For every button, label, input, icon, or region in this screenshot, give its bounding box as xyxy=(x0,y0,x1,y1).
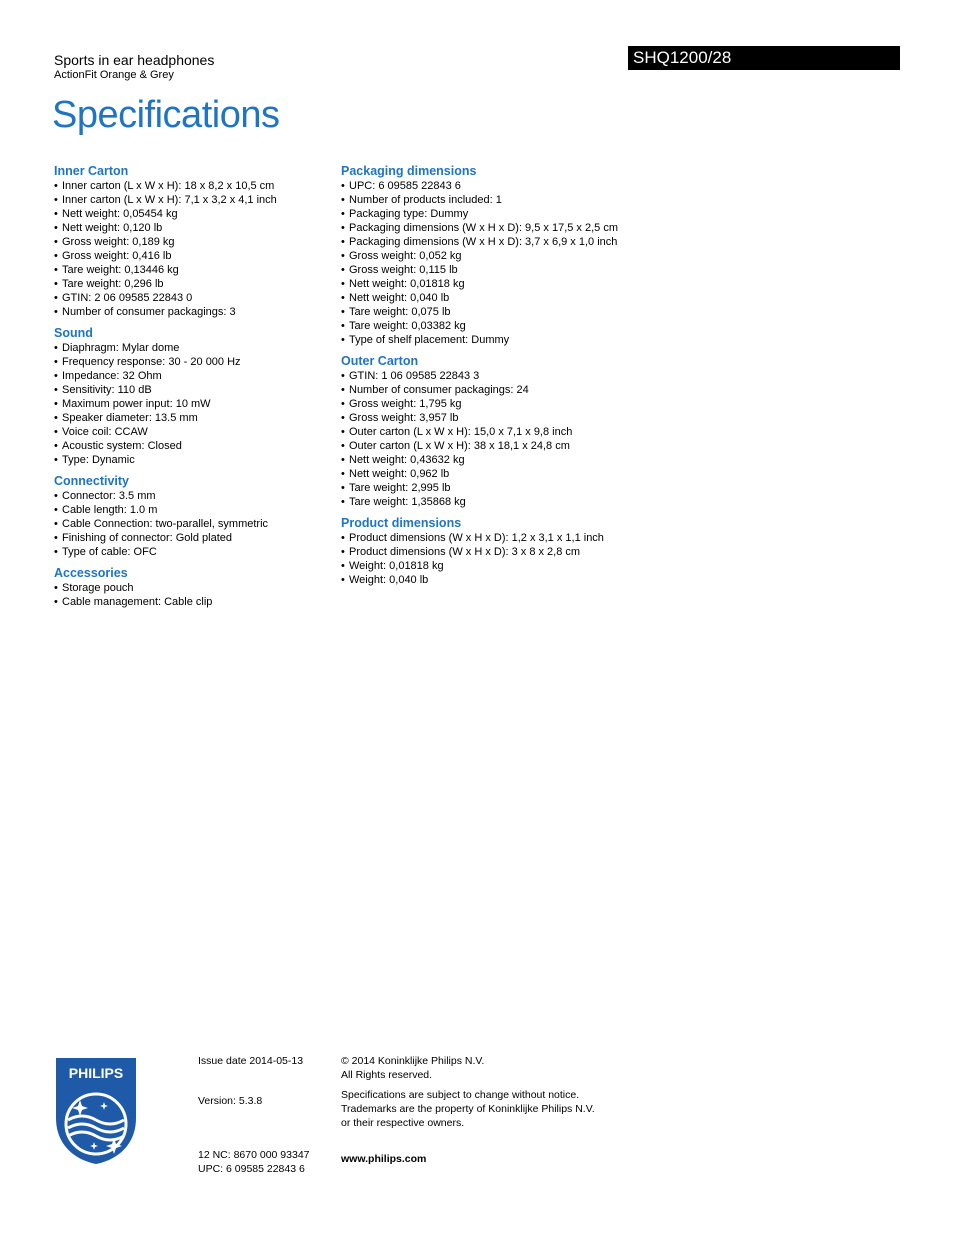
section-heading: Product dimensions xyxy=(341,516,462,530)
spec-item: • Gross weight: 0,189 kg xyxy=(54,235,334,249)
spec-section xyxy=(54,565,334,609)
spec-column-left xyxy=(54,163,334,615)
footer-upc: UPC: 6 09585 22843 6 xyxy=(198,1163,305,1175)
section-heading: Connectivity xyxy=(54,474,130,488)
spec-list xyxy=(54,489,334,559)
spec-section xyxy=(341,515,631,587)
logo-wordmark: PHILIPS xyxy=(68,1065,124,1081)
section-heading: Accessories xyxy=(54,566,128,580)
spec-item: • Connector: 3.5 mm xyxy=(54,489,334,503)
spec-list xyxy=(54,581,334,609)
spec-item: • Type of cable: OFC xyxy=(54,545,334,559)
spec-item: • Speaker diameter: 13.5 mm xyxy=(54,411,334,425)
website-link[interactable]: www.philips.com xyxy=(341,1153,427,1165)
spec-list xyxy=(341,179,631,347)
spec-item: • Number of consumer packagings: 24 xyxy=(341,383,631,397)
spec-item: • Nett weight: 0,05454 kg xyxy=(54,207,334,221)
section-heading: Packaging dimensions xyxy=(341,164,477,178)
spec-item: • Gross weight: 0,115 lb xyxy=(341,263,631,277)
footer-meta xyxy=(198,1054,328,1176)
spec-item: • Outer carton (L x W x H): 15,0 x 7,1 x 9,8 inch xyxy=(341,425,631,439)
spec-item: • Nett weight: 0,01818 kg xyxy=(341,277,631,291)
section-heading: Sound xyxy=(54,326,93,340)
spec-item: • Outer carton (L x W x H): 38 x 18,1 x 24,8 cm xyxy=(341,439,631,453)
notice-line-3: or their respective owners. xyxy=(341,1117,465,1129)
product-name: Sports in ear headphones xyxy=(54,52,215,68)
spec-item: • Impedance: 32 Ohm xyxy=(54,369,334,383)
spec-item: • Weight: 0,01818 kg xyxy=(341,559,631,573)
issue-date: Issue date 2014-05-13 xyxy=(198,1055,304,1067)
spec-item: • Weight: 0,040 lb xyxy=(341,573,631,587)
notice-line-2: Trademarks are the property of Koninklijke Philips N.V. xyxy=(341,1103,595,1115)
spec-item: • GTIN: 1 06 09585 22843 3 xyxy=(341,369,631,383)
spec-item: • Product dimensions (W x H x D): 1,2 x 3,1 x 1,1 inch xyxy=(341,531,631,545)
spec-item: • Cable management: Cable clip xyxy=(54,595,334,609)
spec-item: • Cable length: 1.0 m xyxy=(54,503,334,517)
spec-item: • Sensitivity: 110 dB xyxy=(54,383,334,397)
spec-item: • Acoustic system: Closed xyxy=(54,439,334,453)
spec-item: • Maximum power input: 10 mW xyxy=(54,397,334,411)
spec-item: • Inner carton (L x W x H): 7,1 x 3,2 x 4,1 inch xyxy=(54,193,334,207)
spec-section xyxy=(54,473,334,559)
spec-item: • Voice coil: CCAW xyxy=(54,425,334,439)
spec-list xyxy=(54,341,334,467)
spec-item: • Packaging dimensions (W x H x D): 3,7 x 6,9 x 1,0 inch xyxy=(341,235,631,249)
spec-item: • Number of consumer packagings: 3 xyxy=(54,305,334,319)
spec-item: • Finishing of connector: Gold plated xyxy=(54,531,334,545)
footer-legal xyxy=(341,1054,631,1166)
section-heading: Inner Carton xyxy=(54,164,129,178)
spec-list xyxy=(341,369,631,509)
spec-item: • Packaging type: Dummy xyxy=(341,207,631,221)
spec-item: • Gross weight: 1,795 kg xyxy=(341,397,631,411)
twelve-nc: 12 NC: 8670 000 93347 xyxy=(198,1149,310,1161)
product-variant: ActionFit Orange & Grey xyxy=(54,69,174,81)
spec-item: • Frequency response: 30 - 20 000 Hz xyxy=(54,355,334,369)
spec-item: • Cable Connection: two-parallel, symmetric xyxy=(54,517,334,531)
spec-column-right xyxy=(341,163,631,593)
spec-item: • UPC: 6 09585 22843 6 xyxy=(341,179,631,193)
spec-list xyxy=(341,531,631,587)
spec-item: • Tare weight: 2,995 lb xyxy=(341,481,631,495)
spec-section xyxy=(341,353,631,509)
spec-item: • Gross weight: 0,416 lb xyxy=(54,249,334,263)
section-heading: Outer Carton xyxy=(341,354,419,368)
spec-item: • Tare weight: 0,075 lb xyxy=(341,305,631,319)
spec-item: • Product dimensions (W x H x D): 3 x 8 x 2,8 cm xyxy=(341,545,631,559)
spec-item: • Type: Dynamic xyxy=(54,453,334,467)
spec-section xyxy=(54,163,334,319)
spec-item: • Inner carton (L x W x H): 18 x 8,2 x 10,5 cm xyxy=(54,179,334,193)
copyright-line-2: All Rights reserved. xyxy=(341,1069,433,1081)
copyright-line-1: © 2014 Koninklijke Philips N.V. xyxy=(341,1055,485,1067)
version: Version: 5.3.8 xyxy=(198,1095,263,1107)
spec-item: • Nett weight: 0,040 lb xyxy=(341,291,631,305)
notice-line-1: Specifications are subject to change without notice. xyxy=(341,1089,580,1101)
spec-item: • Tare weight: 0,296 lb xyxy=(54,277,334,291)
spec-item: • Diaphragm: Mylar dome xyxy=(54,341,334,355)
spec-item: • Storage pouch xyxy=(54,581,334,595)
spec-item: • Gross weight: 3,957 lb xyxy=(341,411,631,425)
spec-item: • Number of products included: 1 xyxy=(341,193,631,207)
spec-item: • Tare weight: 1,35868 kg xyxy=(341,495,631,509)
spec-item: • Nett weight: 0,43632 kg xyxy=(341,453,631,467)
spec-item: • Gross weight: 0,052 kg xyxy=(341,249,631,263)
spec-item: • Tare weight: 0,03382 kg xyxy=(341,319,631,333)
spec-section xyxy=(54,325,334,467)
spec-list xyxy=(54,179,334,319)
spec-item: • Packaging dimensions (W x H x D): 9,5 x 17,5 x 2,5 cm xyxy=(341,221,631,235)
spec-item: • Type of shelf placement: Dummy xyxy=(341,333,631,347)
spec-item: • Tare weight: 0,13446 kg xyxy=(54,263,334,277)
page-title: Specifications xyxy=(52,94,280,136)
spec-item: • Nett weight: 0,120 lb xyxy=(54,221,334,235)
model-number-badge: SHQ1200/28 xyxy=(628,46,900,70)
spec-item: • Nett weight: 0,962 lb xyxy=(341,467,631,481)
spec-item: • GTIN: 2 06 09585 22843 0 xyxy=(54,291,334,305)
spec-section xyxy=(341,163,631,347)
philips-shield-logo xyxy=(54,1056,138,1166)
